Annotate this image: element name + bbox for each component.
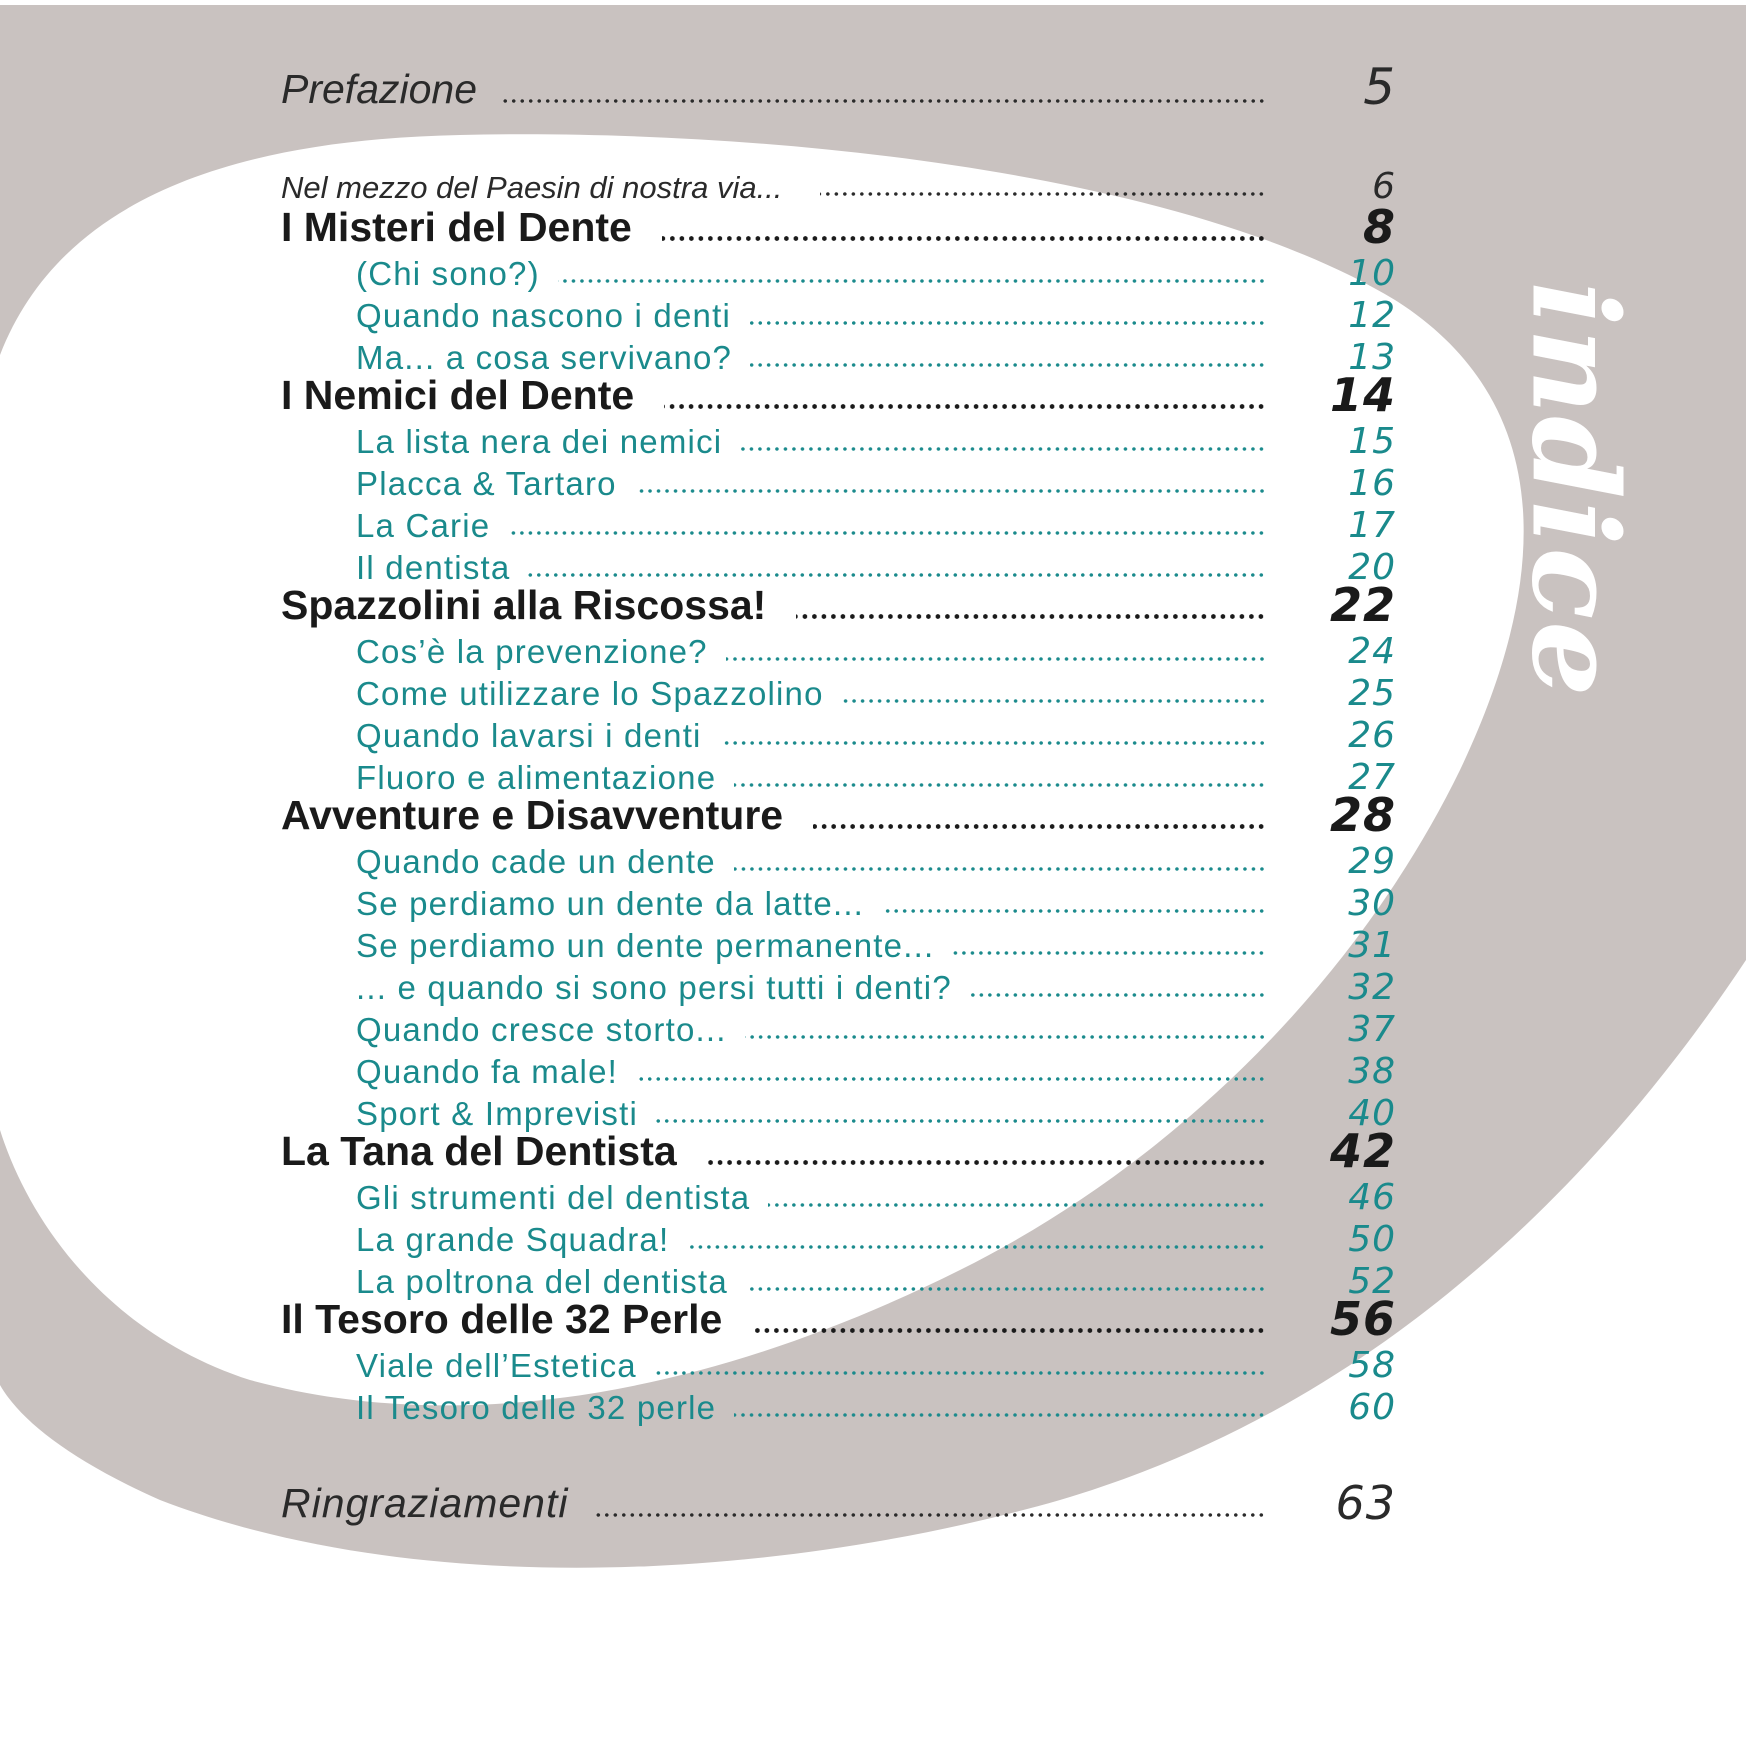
- toc-item-page-number: 12: [1348, 295, 1396, 336]
- toc-item-title: Quando nascono i denti: [356, 297, 731, 334]
- toc-item-page-number: 30: [1348, 883, 1396, 924]
- toc-item-page-number: 27: [1348, 757, 1396, 798]
- toc-item-title: Viale dell’Estetica: [356, 1347, 637, 1384]
- toc-preface[interactable]: [0, 58, 1746, 116]
- dot-leader: [503, 98, 1266, 104]
- toc-chapter-page-number: 14: [1329, 368, 1396, 422]
- toc-item[interactable]: [0, 1092, 1746, 1132]
- toc-item-title: Il dentista: [356, 549, 511, 586]
- dot-leader: [970, 992, 1266, 998]
- toc-item-title: Fluoro e alimentazione: [356, 759, 717, 796]
- toc-chapter-title: La Tana del Dentista: [281, 1128, 677, 1174]
- dot-leader: [768, 1202, 1266, 1208]
- dot-leader: [720, 740, 1266, 746]
- toc-preface-title: Prefazione: [281, 66, 478, 112]
- toc-acknowledgements-title: Ringraziamenti: [281, 1480, 569, 1526]
- toc-item[interactable]: [0, 1176, 1746, 1216]
- toc-chapter-title: I Nemici del Dente: [281, 372, 635, 418]
- toc-item-title: (Chi sono?): [356, 255, 540, 292]
- toc-item-title: Se perdiamo un dente da latte...: [356, 885, 865, 922]
- toc-item-title: Ma... a cosa servivano?: [356, 339, 733, 376]
- dot-leader: [664, 403, 1266, 410]
- toc-intro-page-number: 6: [1372, 166, 1396, 207]
- dot-leader: [842, 698, 1266, 704]
- toc-item-title: Se perdiamo un dente permanente...: [356, 927, 935, 964]
- toc-item-page-number: 58: [1348, 1345, 1396, 1386]
- toc-item[interactable]: [0, 1344, 1746, 1384]
- toc-chapter-title: Spazzolini alla Riscossa!: [281, 582, 767, 628]
- toc-item[interactable]: [0, 714, 1746, 754]
- dot-leader: [707, 1159, 1266, 1166]
- toc-item[interactable]: [0, 840, 1746, 880]
- toc-item-page-number: 40: [1348, 1093, 1396, 1134]
- dot-leader: [952, 950, 1266, 956]
- dot-leader: [508, 530, 1266, 536]
- toc-chapter[interactable]: [0, 788, 1746, 842]
- toc-chapter-title: I Misteri del Dente: [281, 204, 632, 250]
- toc-item-title: ... e quando si sono persi tutti i denti?: [356, 969, 952, 1006]
- dot-leader: [596, 1512, 1266, 1518]
- toc-item-title: Gli strumenti del dentista: [356, 1179, 751, 1216]
- toc-item[interactable]: [0, 462, 1746, 502]
- toc-item-page-number: 13: [1348, 337, 1396, 378]
- toc-item-page-number: 26: [1348, 715, 1396, 756]
- toc-item[interactable]: [0, 1386, 1746, 1426]
- toc-item[interactable]: [0, 546, 1746, 586]
- toc-chapter[interactable]: [0, 578, 1746, 632]
- toc-item-page-number: 52: [1348, 1261, 1396, 1302]
- toc-item[interactable]: [0, 630, 1746, 670]
- toc-item[interactable]: [0, 1218, 1746, 1258]
- side-title: indice: [1505, 281, 1645, 699]
- dot-leader: [528, 572, 1266, 578]
- dot-leader: [796, 613, 1266, 620]
- toc-item-title: Sport & Imprevisti: [356, 1095, 639, 1132]
- toc-item[interactable]: [0, 420, 1746, 460]
- dot-leader: [662, 235, 1266, 242]
- toc-chapter-page-number: 8: [1362, 200, 1396, 254]
- toc-item[interactable]: [0, 966, 1746, 1006]
- dot-leader: [734, 1412, 1266, 1418]
- toc-item[interactable]: [0, 252, 1746, 292]
- toc-item-page-number: 17: [1348, 505, 1396, 546]
- toc-item-title: Quando lavarsi i denti: [356, 717, 702, 754]
- dot-leader: [734, 866, 1266, 872]
- toc-item-title: Cos’è la prevenzione?: [356, 633, 708, 670]
- toc-item-page-number: 37: [1348, 1009, 1396, 1050]
- dot-leader: [740, 446, 1266, 452]
- toc-item-title: La poltrona del dentista: [356, 1263, 728, 1300]
- toc-intro[interactable]: [0, 165, 1746, 205]
- toc-item-title: Placca & Tartaro: [356, 465, 617, 502]
- toc-acknowledgements[interactable]: [0, 1476, 1746, 1530]
- toc-item-page-number: 32: [1348, 967, 1396, 1008]
- dot-leader: [882, 908, 1266, 914]
- toc-item-page-number: 15: [1348, 421, 1396, 462]
- toc-item-page-number: 60: [1348, 1387, 1396, 1428]
- toc-item[interactable]: [0, 1050, 1746, 1090]
- toc-item[interactable]: [0, 504, 1746, 544]
- dot-leader: [734, 782, 1266, 788]
- toc-chapter-title: Il Tesoro delle 32 Perle: [281, 1296, 723, 1342]
- dot-leader: [746, 1286, 1266, 1292]
- toc-preface-page-number: 5: [1363, 58, 1396, 116]
- dot-leader: [745, 1034, 1266, 1040]
- toc-chapter-page-number: 42: [1329, 1124, 1396, 1178]
- toc-item-title: Quando cresce storto...: [356, 1011, 727, 1048]
- toc-item[interactable]: [0, 294, 1746, 334]
- toc-chapter[interactable]: [0, 200, 1746, 254]
- toc-item-page-number: 10: [1348, 253, 1396, 294]
- toc-chapter-title: Avventure e Disavventure: [281, 792, 784, 838]
- toc-item-page-number: 25: [1348, 673, 1396, 714]
- dot-leader: [558, 278, 1266, 284]
- dot-leader: [749, 320, 1266, 326]
- toc-acknowledgements-page-number: 63: [1335, 1476, 1396, 1530]
- toc-item[interactable]: [0, 1260, 1746, 1300]
- toc-item-title: Quando cade un dente: [356, 843, 716, 880]
- toc-item-page-number: 38: [1348, 1051, 1396, 1092]
- toc-chapter-page-number: 56: [1329, 1292, 1396, 1346]
- dot-leader: [655, 1370, 1266, 1376]
- toc-item-title: La Carie: [356, 507, 491, 544]
- dot-leader: [820, 191, 1266, 197]
- toc-chapter-page-number: 28: [1329, 788, 1396, 842]
- toc-item-page-number: 29: [1348, 841, 1396, 882]
- toc-chapter[interactable]: [0, 368, 1746, 422]
- toc-item-page-number: 24: [1348, 631, 1396, 672]
- toc-item[interactable]: [0, 882, 1746, 922]
- toc-chapter[interactable]: [0, 1292, 1746, 1346]
- toc-item-title: La lista nera dei nemici: [356, 423, 723, 460]
- toc-item-page-number: 46: [1348, 1177, 1396, 1218]
- toc-item-title: Quando fa male!: [356, 1053, 618, 1090]
- toc-item-page-number: 50: [1348, 1219, 1396, 1260]
- toc-item-title: La grande Squadra!: [356, 1221, 670, 1258]
- toc-chapter-page-number: 22: [1329, 578, 1396, 632]
- dot-leader: [752, 1327, 1266, 1334]
- toc-intro-title: Nel mezzo del Paesin di nostra via...: [281, 170, 783, 205]
- toc-item-page-number: 20: [1348, 547, 1396, 588]
- toc-item[interactable]: [0, 756, 1746, 796]
- toc-item-title: Come utilizzare lo Spazzolino: [356, 675, 824, 712]
- toc-item-title: Il Tesoro delle 32 perle: [356, 1389, 717, 1426]
- toc-item[interactable]: [0, 672, 1746, 712]
- dot-leader: [636, 1076, 1266, 1082]
- dot-leader: [726, 656, 1266, 662]
- toc-item-page-number: 16: [1348, 463, 1396, 504]
- toc-item-page-number: 31: [1348, 925, 1396, 966]
- dot-leader: [813, 823, 1266, 830]
- toc-item[interactable]: [0, 1008, 1746, 1048]
- toc-item[interactable]: [0, 924, 1746, 964]
- dot-leader: [635, 488, 1266, 494]
- toc-item[interactable]: [0, 336, 1746, 376]
- dot-leader: [687, 1244, 1266, 1250]
- toc-chapter[interactable]: [0, 1124, 1746, 1178]
- dot-leader: [750, 362, 1266, 368]
- dot-leader: [656, 1118, 1266, 1124]
